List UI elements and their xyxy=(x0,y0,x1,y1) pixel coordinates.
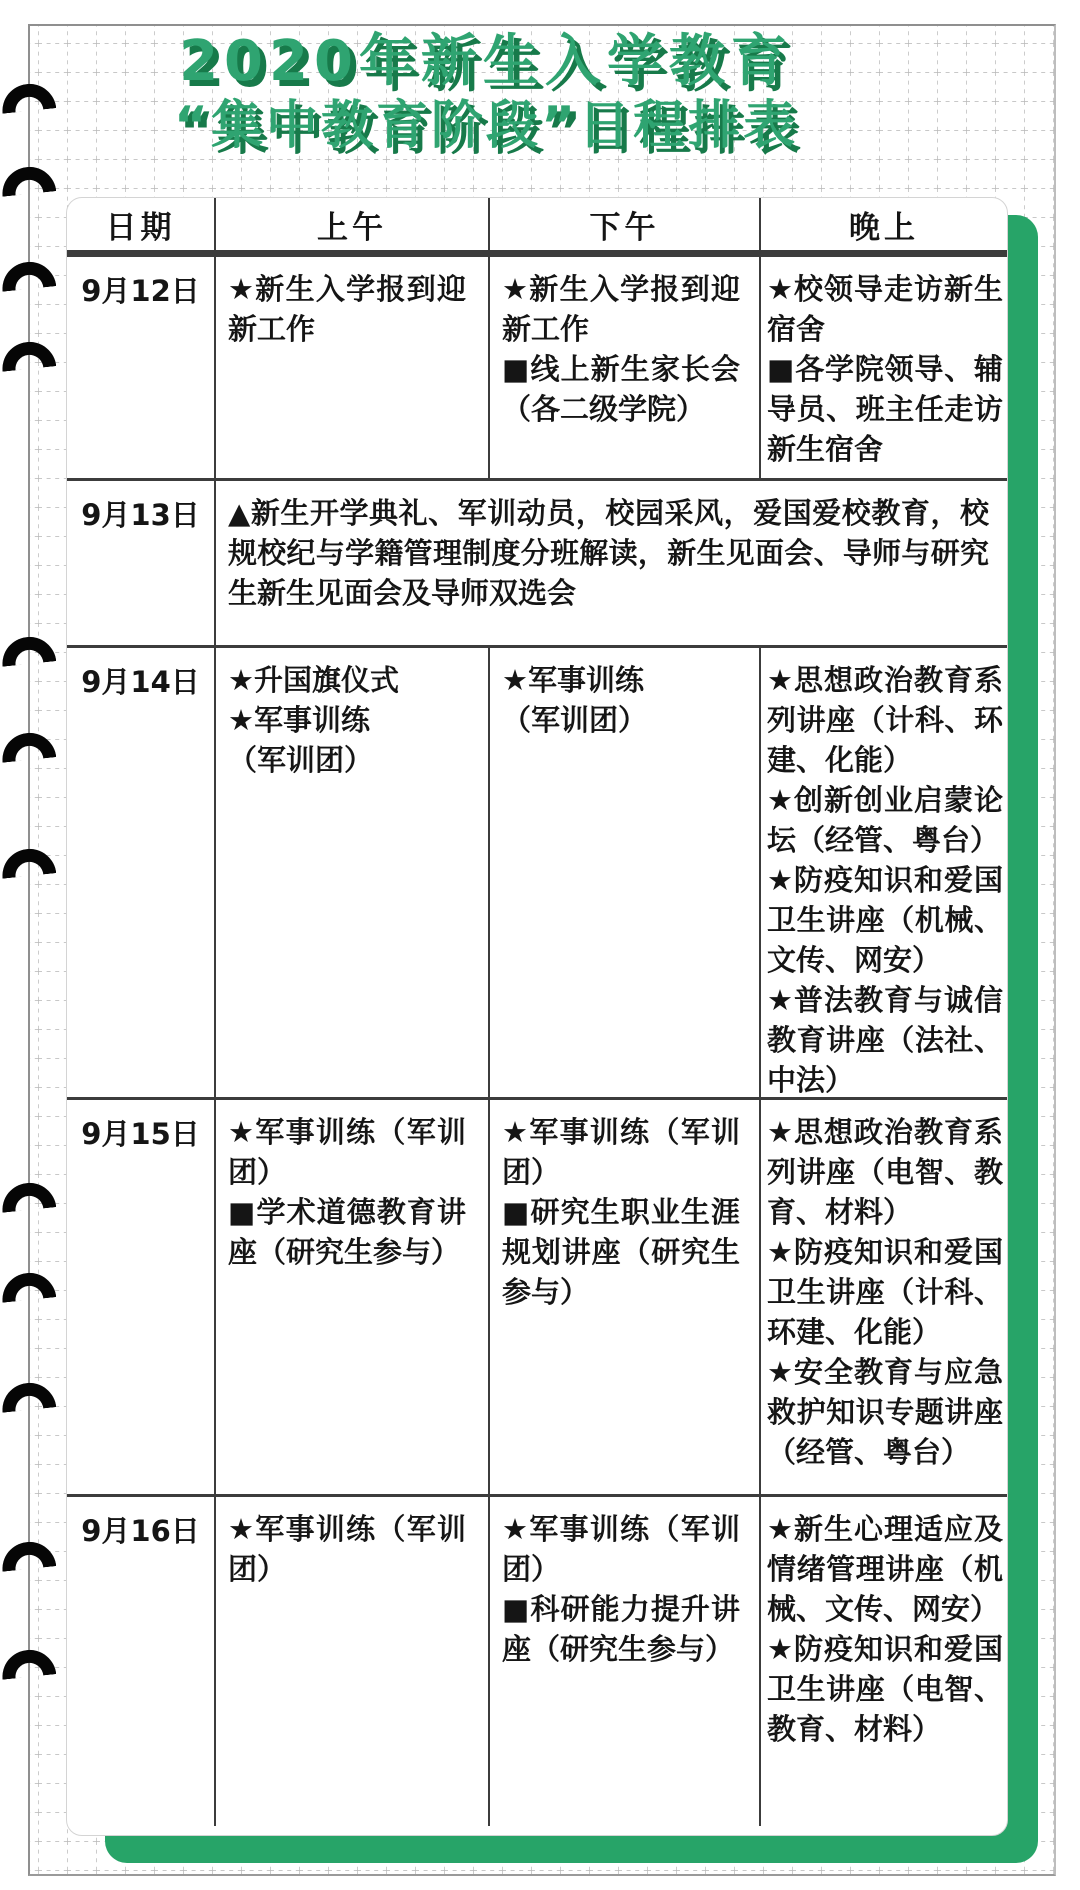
cell-morning xyxy=(214,1100,488,1494)
schedule-item: ★防疫知识和爱国卫生讲座（电智、教育、材料） xyxy=(767,1632,1003,1746)
header-afternoon: 下午 xyxy=(488,198,759,250)
cell-morning xyxy=(214,648,488,1100)
header-evening: 晚上 xyxy=(759,198,1007,250)
date-cell: 9月13日 xyxy=(81,498,200,532)
schedule-item: ▲新生开学典礼、军训动员，校园采风，爱国爱校教育，校规校纪与学籍管理制度分班解读，新生见面会、导师与研究生新生见面会及导师双选会 xyxy=(228,496,989,610)
schedule-item: ★新生入学报到迎新工作 xyxy=(228,272,466,346)
cell-evening xyxy=(759,257,1007,478)
schedule-item: ★防疫知识和爱国卫生讲座（计科、环建、化能） xyxy=(767,1235,1003,1349)
table-row-sep12 xyxy=(67,254,1007,478)
schedule-item: ★防疫知识和爱国卫生讲座（机械、文传、网安） xyxy=(767,863,1003,977)
schedule-item: ■线上新生家长会（各二级学院） xyxy=(502,352,740,426)
schedule-item: ★军事训练（军训团） xyxy=(502,1115,740,1189)
cell-afternoon xyxy=(488,1100,759,1494)
schedule-item: ★新生心理适应及情绪管理讲座（机械、文传、网安） xyxy=(767,1512,1003,1626)
schedule-item: ■学术道德教育讲座（研究生参与） xyxy=(228,1195,466,1269)
header-morning: 上午 xyxy=(214,198,488,250)
cell-all-day xyxy=(214,481,1007,645)
cell-afternoon xyxy=(488,1497,759,1826)
schedule-item: ■研究生职业生涯规划讲座（研究生参与） xyxy=(502,1195,740,1309)
page-title-line1: 2020年新生入学教育 xyxy=(179,29,793,94)
cell-afternoon xyxy=(488,648,759,1100)
table-header-row xyxy=(67,198,1007,254)
page-title xyxy=(0,30,972,156)
header-date: 日期 xyxy=(105,209,176,246)
cell-evening xyxy=(759,1100,1007,1494)
schedule-item: （军训团） xyxy=(228,743,374,777)
schedule-table xyxy=(66,197,1008,1836)
date-cell: 9月16日 xyxy=(81,1514,200,1548)
schedule-item: ■各学院领导、辅导员、班主任走访新生宿舍 xyxy=(767,352,1003,466)
schedule-item: ★普法教育与诚信教育讲座（法社、中法） xyxy=(767,983,1003,1097)
cell-morning xyxy=(214,257,488,478)
table-row-sep13 xyxy=(67,478,1007,645)
cell-afternoon xyxy=(488,257,759,478)
date-cell: 9月15日 xyxy=(81,1117,200,1151)
cell-evening xyxy=(759,648,1007,1100)
schedule-item: ★安全教育与应急救护知识专题讲座（经管、粤台） xyxy=(767,1355,1003,1469)
schedule-item: ★军事训练 xyxy=(228,703,370,737)
schedule-item: ★军事训练（军训团） xyxy=(228,1512,466,1586)
schedule-item: ■科研能力提升讲座（研究生参与） xyxy=(502,1592,740,1666)
schedule-item: ★军事训练（军训团） xyxy=(502,1512,740,1586)
schedule-item: ★校领导走访新生宿舍 xyxy=(767,272,1003,346)
table-row-sep14 xyxy=(67,645,1007,1097)
schedule-item: ★军事训练 xyxy=(502,663,644,697)
schedule-item: ★军事训练（军训团） xyxy=(228,1115,466,1189)
schedule-item: ★新生入学报到迎新工作 xyxy=(502,272,740,346)
schedule-item: ★升国旗仪式 xyxy=(228,663,399,697)
page-title-line2: “集中教育阶段”日程排表 xyxy=(173,96,799,156)
table-row-sep16 xyxy=(67,1494,1007,1826)
table-row-sep15 xyxy=(67,1097,1007,1494)
date-cell: 9月12日 xyxy=(81,274,200,308)
schedule-item: ★创新创业启蒙论坛（经管、粤台） xyxy=(767,783,1003,857)
schedule-item: ★思想政治教育系列讲座（计科、环建、化能） xyxy=(767,663,1003,777)
cell-evening xyxy=(759,1497,1007,1826)
schedule-item: （军训团） xyxy=(502,703,648,737)
date-cell: 9月14日 xyxy=(81,665,200,699)
schedule-item: ★思想政治教育系列讲座（电智、教育、材料） xyxy=(767,1115,1003,1229)
cell-morning xyxy=(214,1497,488,1826)
